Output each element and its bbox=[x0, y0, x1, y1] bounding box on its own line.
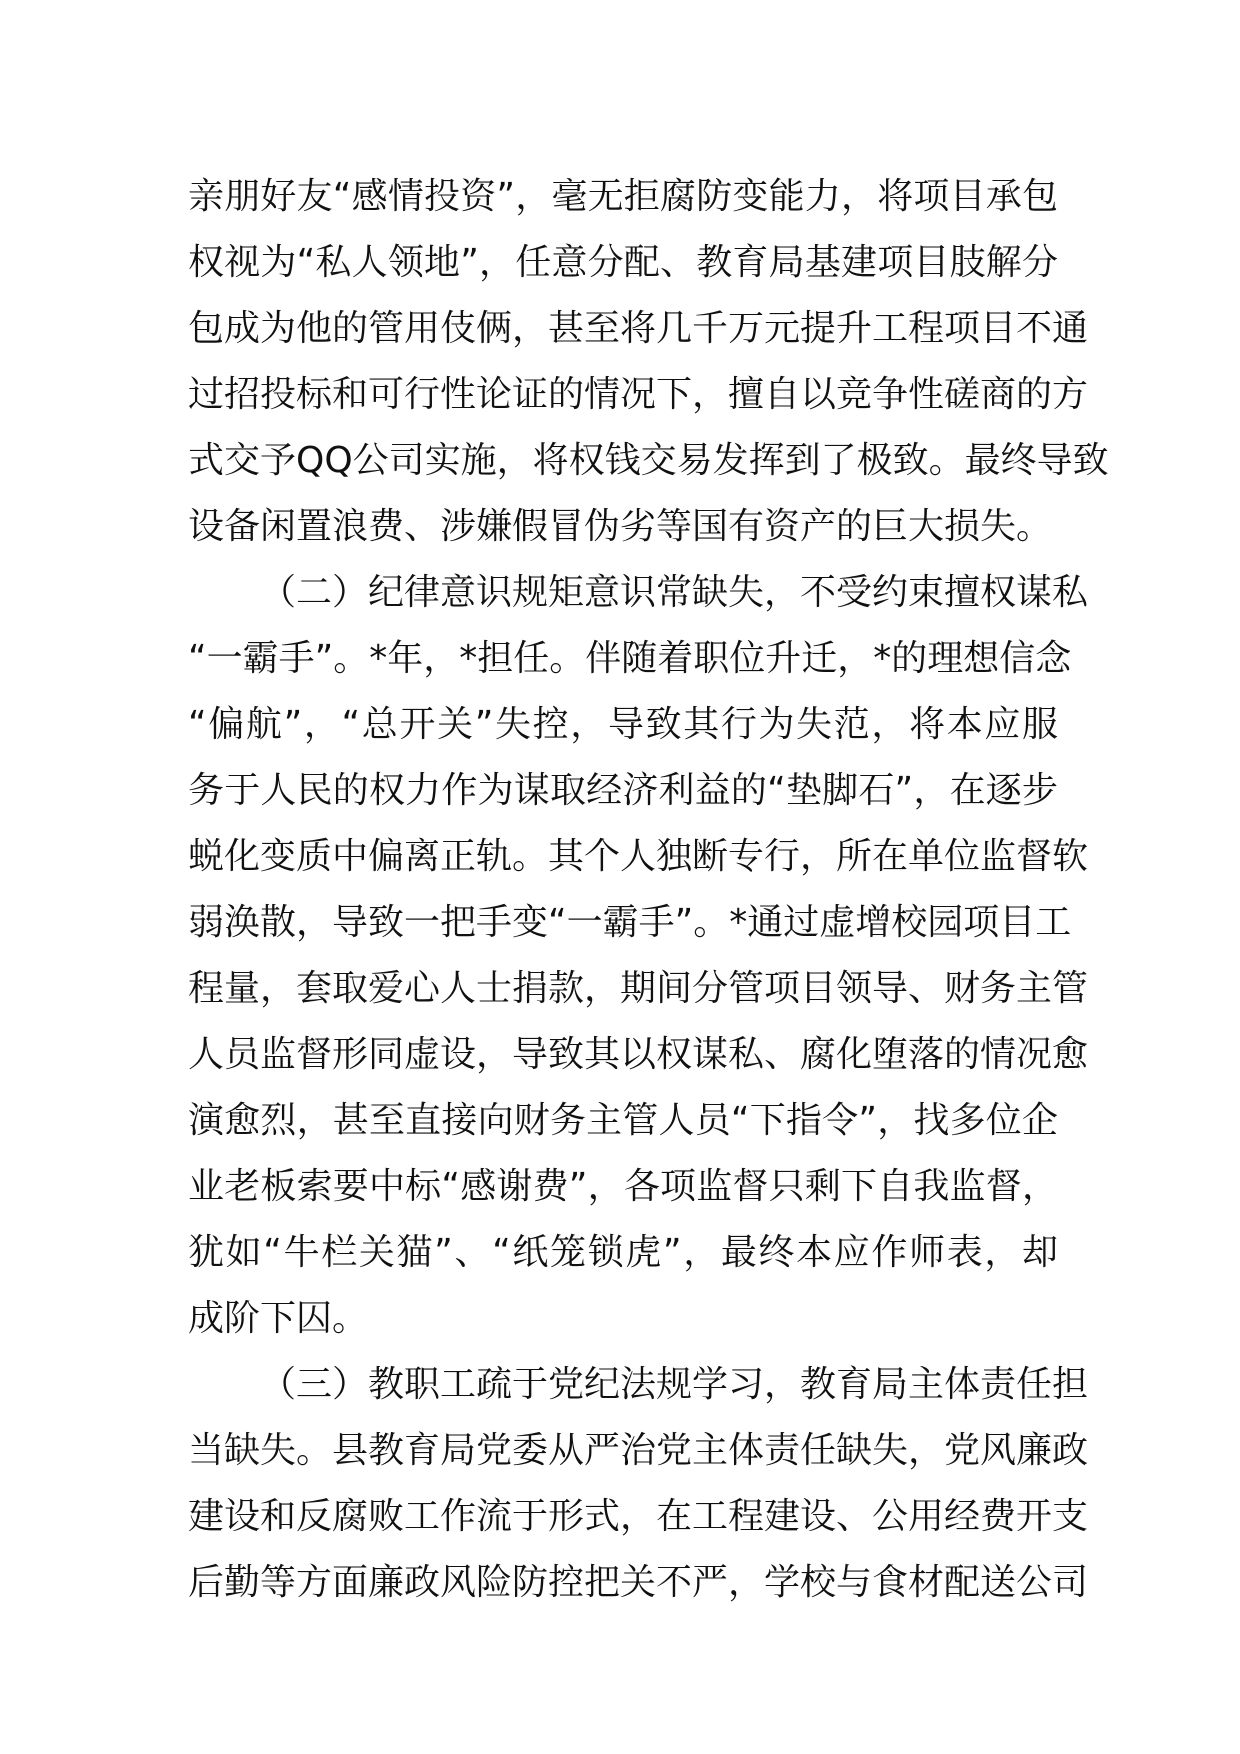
text-line: 过招投标和可行性论证的情况下，擅自以竞争性磋商的方 bbox=[188, 374, 1089, 415]
text-line: 程量，套取爱心人士捐款，期间分管项目领导、财务主管 bbox=[188, 968, 1089, 1009]
text-line: 包成为他的管用伎俩，甚至将几千万元提升工程项目不通 bbox=[188, 308, 1089, 349]
text-line: 后勤等方面廉政风险防控把关不严，学校与食材配送公司 bbox=[188, 1562, 1089, 1603]
section-heading-3: （三）教职工疏于党纪法规学习，教育局主体责任担 bbox=[260, 1364, 1089, 1405]
text-line: 当缺失。县教育局党委从严治党主体责任缺失，党风廉政 bbox=[188, 1430, 1089, 1471]
text-line: 设备闲置浪费、涉嫌假冒伪劣等国有资产的巨大损失。 bbox=[188, 506, 1053, 547]
text-line: 建设和反腐败工作流于形式，在工程建设、公用经费开支 bbox=[188, 1496, 1089, 1537]
text-line: 式交予QQ公司实施，将权钱交易发挥到了极致。最终导致 bbox=[188, 440, 1109, 481]
text-line: 蜕化变质中偏离正轨。其个人独断专行，所在单位监督软 bbox=[188, 836, 1089, 877]
text-line: 演愈烈，甚至直接向财务主管人员“下指令”，找多位企 bbox=[188, 1100, 1058, 1141]
section-heading-2: （二）纪律意识规矩意识常缺失，不受约束擅权谋私 bbox=[260, 572, 1089, 613]
text-line: “一霸手”。*年，*担任。伴随着职位升迁，*的理想信念 bbox=[188, 638, 1072, 679]
text-line: 人员监督形同虚设，导致其以权谋私、腐化堕落的情况愈 bbox=[188, 1034, 1089, 1075]
body-text bbox=[188, 164, 1109, 1616]
text-line: 犹如“牛栏关猫”、“纸笼锁虎”，最终本应作师表，却 bbox=[188, 1232, 1058, 1273]
text-line: “偏航”，“总开关”失控，导致其行为失范，将本应服 bbox=[188, 704, 1058, 745]
text-line: 业老板索要中标“感谢费”，各项监督只剩下自我监督， bbox=[188, 1166, 1058, 1207]
text-line: 成阶下囚。 bbox=[188, 1298, 369, 1339]
text-line: 务于人民的权力作为谋取经济利益的“垫脚石”，在逐步 bbox=[188, 770, 1058, 811]
text-line: 权视为“私人领地”，任意分配、教育局基建项目肢解分 bbox=[188, 242, 1058, 283]
text-line: 亲朋好友“感情投资”，毫无拒腐防变能力，将项目承包 bbox=[188, 176, 1058, 217]
text-line: 弱涣散，导致一把手变“一霸手”。*通过虚增校园项目工 bbox=[188, 902, 1072, 943]
